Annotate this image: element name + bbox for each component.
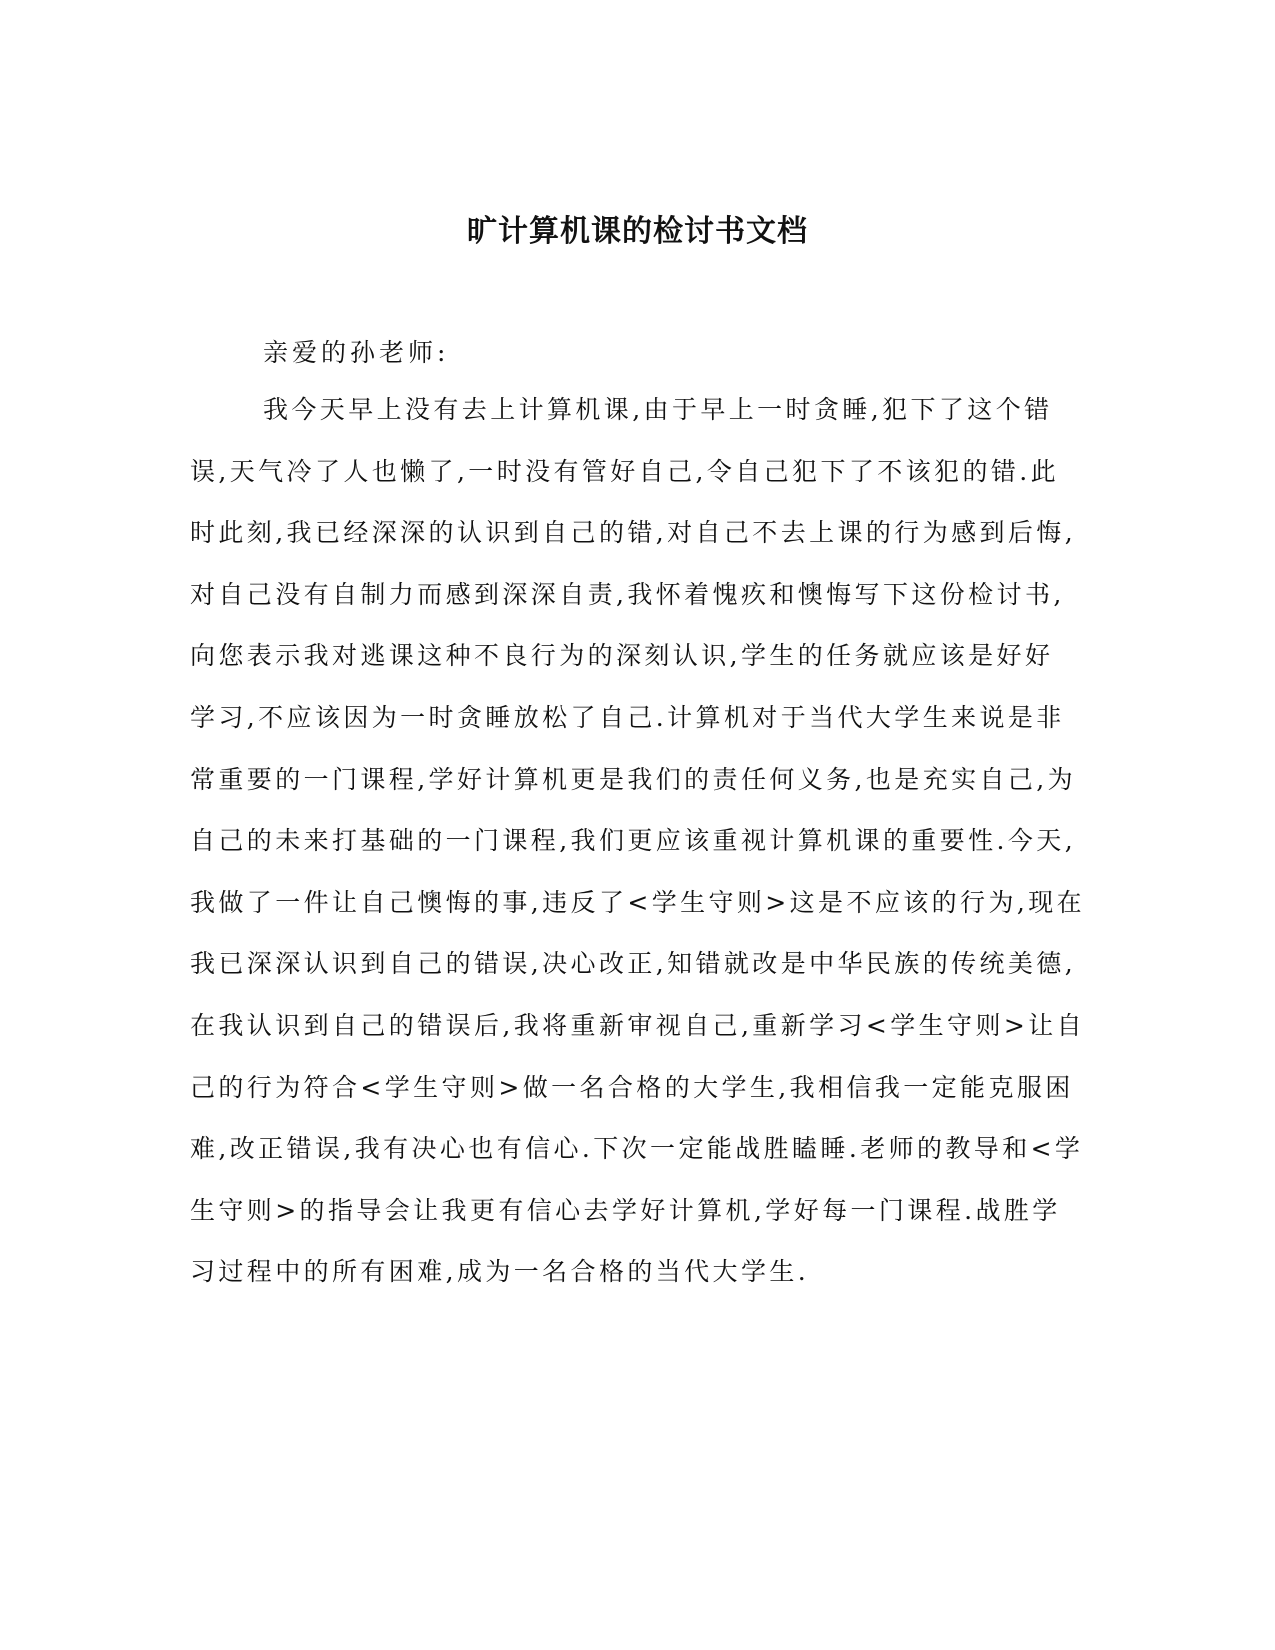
document-title: 旷计算机课的检讨书文档 [467,214,808,249]
body-line: 习过程中的所有困难,成为一名合格的当代大学生. [190,1257,810,1287]
body-line: 误,天气冷了人也懒了,一时没有管好自己,令自己犯下了不该犯的错.此 [190,456,1059,486]
body-line: 在我认识到自己的错误后,我将重新审视自己,重新学习<学生守则>让自 [190,1010,1085,1040]
body-line: 学习,不应该因为一时贪睡放松了自己.计算机对于当代大学生来说是非 [190,702,1065,732]
body-line: 我已深深认识到自己的错误,决心改正,知错就改是中华民族的传统美德, [190,949,1077,979]
body-line: 己的行为符合<学生守则>做一名合格的大学生,我相信我一定能克服困 [190,1072,1074,1102]
body-line: 难,改正错误,我有决心也有信心.下次一定能战胜瞌睡.老师的教导和<学 [190,1134,1084,1164]
body-line: 生守则>的指导会让我更有信心去学好计算机,学好每一门课程.战胜学 [190,1195,1061,1225]
body-line: 我做了一件让自己懊悔的事,违反了<学生守则>这是不应该的行为,现在 [190,887,1085,917]
body-line: 自己的未来打基础的一门课程,我们更应该重视计算机课的重要性.今天, [190,826,1077,856]
body-line: 对自己没有自制力而感到深深自责,我怀着愧疚和懊悔写下这份检讨书, [190,579,1065,609]
salutation: 亲爱的孙老师: [263,338,450,367]
body-line: 时此刻,我已经深深的认识到自己的错,对自己不去上课的行为感到后悔, [190,518,1077,548]
body-line: 向您表示我对逃课这种不良行为的深刻认识,学生的任务就应该是好好 [190,641,1054,671]
body-text [190,392,1090,1316]
body-line: 常重要的一门课程,学好计算机更是我们的责任何义务,也是充实自己,为 [190,764,1077,794]
body-line: 我今天早上没有去上计算机课,由于早上一时贪睡,犯下了这个错 [263,395,1053,424]
